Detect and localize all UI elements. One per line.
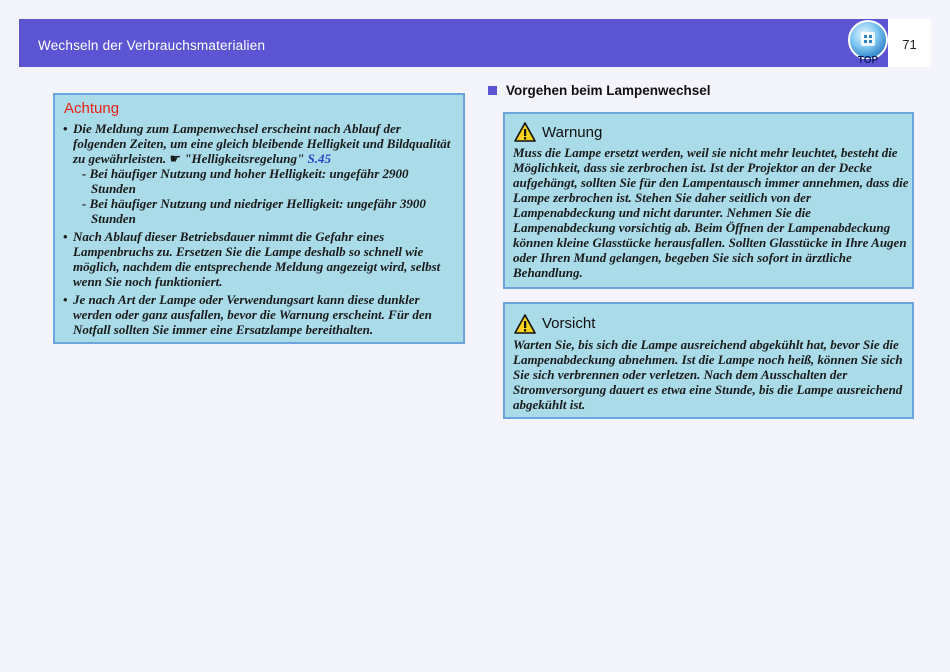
list-item xyxy=(63,121,455,226)
page-number-box xyxy=(888,19,931,67)
top-label: TOP xyxy=(857,55,879,66)
list-item xyxy=(63,292,455,337)
achtung-heading: Achtung xyxy=(64,100,120,117)
vorsicht-heading: Vorsicht xyxy=(542,315,596,332)
top-globe-icon xyxy=(846,19,890,59)
sub-item-high: - Bei häufiger Nutzung und hoher Helligkeit: ungefähr 2900 Stunden xyxy=(82,166,409,196)
top-button[interactable] xyxy=(846,19,890,67)
bullet1-text: Die Meldung zum Lampenwechsel erscheint nach Ablauf der folgenden Zeiten, um eine gleich bleibende Helligkeit und Bildqualität zu gewährleisten. xyxy=(73,121,451,166)
page-number: 71 xyxy=(902,37,917,52)
sub-item-low: - Bei häufiger Nutzung und niedriger Helligkeit: ungefähr 3900 Stunden xyxy=(82,196,426,226)
warning-triangle-icon xyxy=(514,314,536,334)
warnung-box xyxy=(503,112,914,289)
section-heading-text: Vorgehen beim Lampenwechsel xyxy=(506,83,711,98)
vorsicht-box xyxy=(503,302,914,419)
section-heading xyxy=(488,83,711,98)
header-bar xyxy=(19,19,888,67)
list-item xyxy=(63,229,455,289)
page-ref-link[interactable]: S.45 xyxy=(307,151,331,166)
bullet2-text: Nach Ablauf dieser Betriebsdauer nimmt die Gefahr eines Lampenbruchs zu. Ersetzen Sie die Lampe deshalb so schnell wie möglich, nachdem die entsprechende Meldung angezeigt wird, selbst wenn Sie noch funktioniert. xyxy=(73,229,441,289)
achtung-box xyxy=(53,93,465,344)
section-square-icon xyxy=(488,86,497,95)
header-title: Wechseln der Verbrauchsmaterialien xyxy=(38,38,266,53)
warning-triangle-icon xyxy=(514,122,536,142)
pointing-hand-icon: ☛ xyxy=(169,151,182,166)
vorsicht-text: Warten Sie, bis sich die Lampe ausreichend abgekühlt hat, bevor Sie die Lampenabdeckung abnehmen. Ist die Lampe noch heiß, können Sie sich Sie sich verbrennen oder verletzen. Nach dem Ausschalten der Stromversorgung dauert es etwa eine Stunde, bis die Lampe ausreichend abgekühlt ist. xyxy=(513,337,903,412)
achtung-list xyxy=(63,121,455,340)
bullet3-text: Je nach Art der Lampe oder Verwendungsart kann diese dunkler werden oder ganz ausfallen, bevor die Warnung erscheint. Für den Notfall sollten Sie immer eine Ersatzlampe bereithalten. xyxy=(73,292,432,337)
warnung-heading: Warnung xyxy=(542,124,603,141)
warnung-text: Muss die Lampe ersetzt werden, weil sie nicht mehr leuchtet, besteht die Möglichkeit, dass sie zerbrochen ist. Ist der Projektor an der Decke aufgehängt, sollten Sie für den Lampentausch immer annehmen, dass die Lampe zerbrochen ist. Stehen Sie daher seitlich von der Lampenabdeckung und nicht darunter. Nehmen Sie die Lampenabdeckung vorsichtig ab. Beim Öffnen der Lampenabdeckung können kleine Glasstücke herausfallen. Sollten Glasstücke in Ihre Augen oder Ihren Mund gelangen, begeben Sie sich sofort in ärztliche Behandlung. xyxy=(513,145,909,280)
bullet1-ref-label: "Helligkeitsregelung" xyxy=(184,151,305,166)
